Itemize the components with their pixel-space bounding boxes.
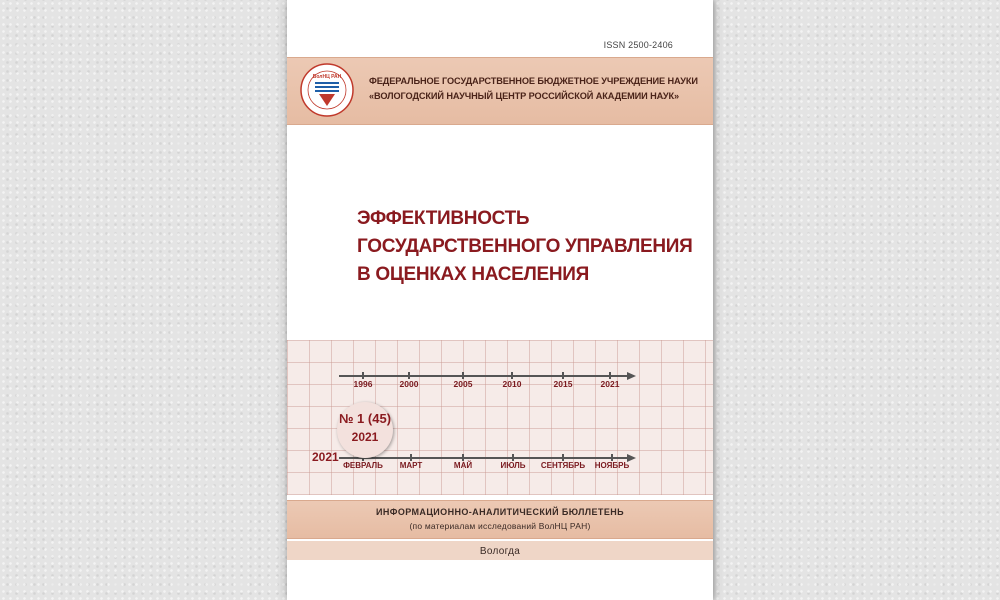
- year-tick: [609, 372, 611, 379]
- bulletin-source: (по материалам исследований ВолНЦ РАН): [409, 521, 591, 531]
- side-year-label: 2021: [312, 450, 339, 464]
- year-tick: [562, 372, 564, 379]
- month-label: СЕНТЯБРЬ: [540, 461, 586, 470]
- year-tick: [462, 372, 464, 379]
- year-label: 2021: [600, 379, 620, 389]
- org-name-line-1: ФЕДЕРАЛЬНОЕ ГОСУДАРСТВЕННОЕ БЮДЖЕТНОЕ УЧРЕЖДЕНИЕ НАУКИ: [369, 76, 698, 86]
- issue-number: № 1 (45): [338, 411, 392, 426]
- city-label: Вологда: [479, 546, 521, 557]
- years-timeline-line: [339, 375, 629, 377]
- month-tick: [410, 454, 412, 461]
- org-name-line-2: «ВОЛОГОДСКИЙ НАУЧНЫЙ ЦЕНТР РОССИЙСКОЙ АКАДЕМИИ НАУК»: [369, 91, 679, 101]
- issn-label: ISSN 2500-2406: [603, 40, 673, 50]
- issue-badge: [337, 402, 393, 458]
- month-label: ИЮЛЬ: [500, 461, 526, 470]
- month-label: МАЙ: [453, 461, 473, 470]
- month-tick: [462, 454, 464, 461]
- bulletin-cover: [287, 0, 713, 600]
- vologda-center-logo: [299, 62, 355, 118]
- years-timeline-arrow: [627, 372, 636, 380]
- months-timeline-line: [339, 457, 629, 459]
- timeline-grid: [287, 340, 713, 495]
- month-label: НОЯБРЬ: [594, 461, 630, 470]
- bulletin-type-band: [287, 500, 713, 539]
- year-tick: [408, 372, 410, 379]
- title-line: В ОЦЕНКАХ НАСЕЛЕНИЯ: [357, 264, 590, 285]
- title-line: ГОСУДАРСТВЕННОГО УПРАВЛЕНИЯ: [357, 236, 693, 257]
- bulletin-type: ИНФОРМАЦИОННО-АНАЛИТИЧЕСКИЙ БЮЛЛЕТЕНЬ: [376, 507, 624, 517]
- organization-band: [287, 57, 713, 125]
- year-label: 1996: [353, 379, 373, 389]
- svg-text:ВолНЦ РАН: ВолНЦ РАН: [312, 74, 342, 80]
- year-label: 2010: [502, 379, 522, 389]
- year-label: 2005: [453, 379, 473, 389]
- month-label: МАРТ: [399, 461, 423, 470]
- month-tick: [611, 454, 613, 461]
- issue-year: 2021: [351, 430, 379, 444]
- year-tick: [511, 372, 513, 379]
- year-label: 2000: [399, 379, 419, 389]
- month-tick: [562, 454, 564, 461]
- year-tick: [362, 372, 364, 379]
- bulletin-title: [357, 205, 693, 289]
- month-tick: [512, 454, 514, 461]
- city-band: [287, 541, 713, 560]
- title-line: ЭФФЕКТИВНОСТЬ: [357, 208, 530, 229]
- month-label: ФЕВРАЛЬ: [343, 461, 383, 470]
- year-label: 2015: [553, 379, 573, 389]
